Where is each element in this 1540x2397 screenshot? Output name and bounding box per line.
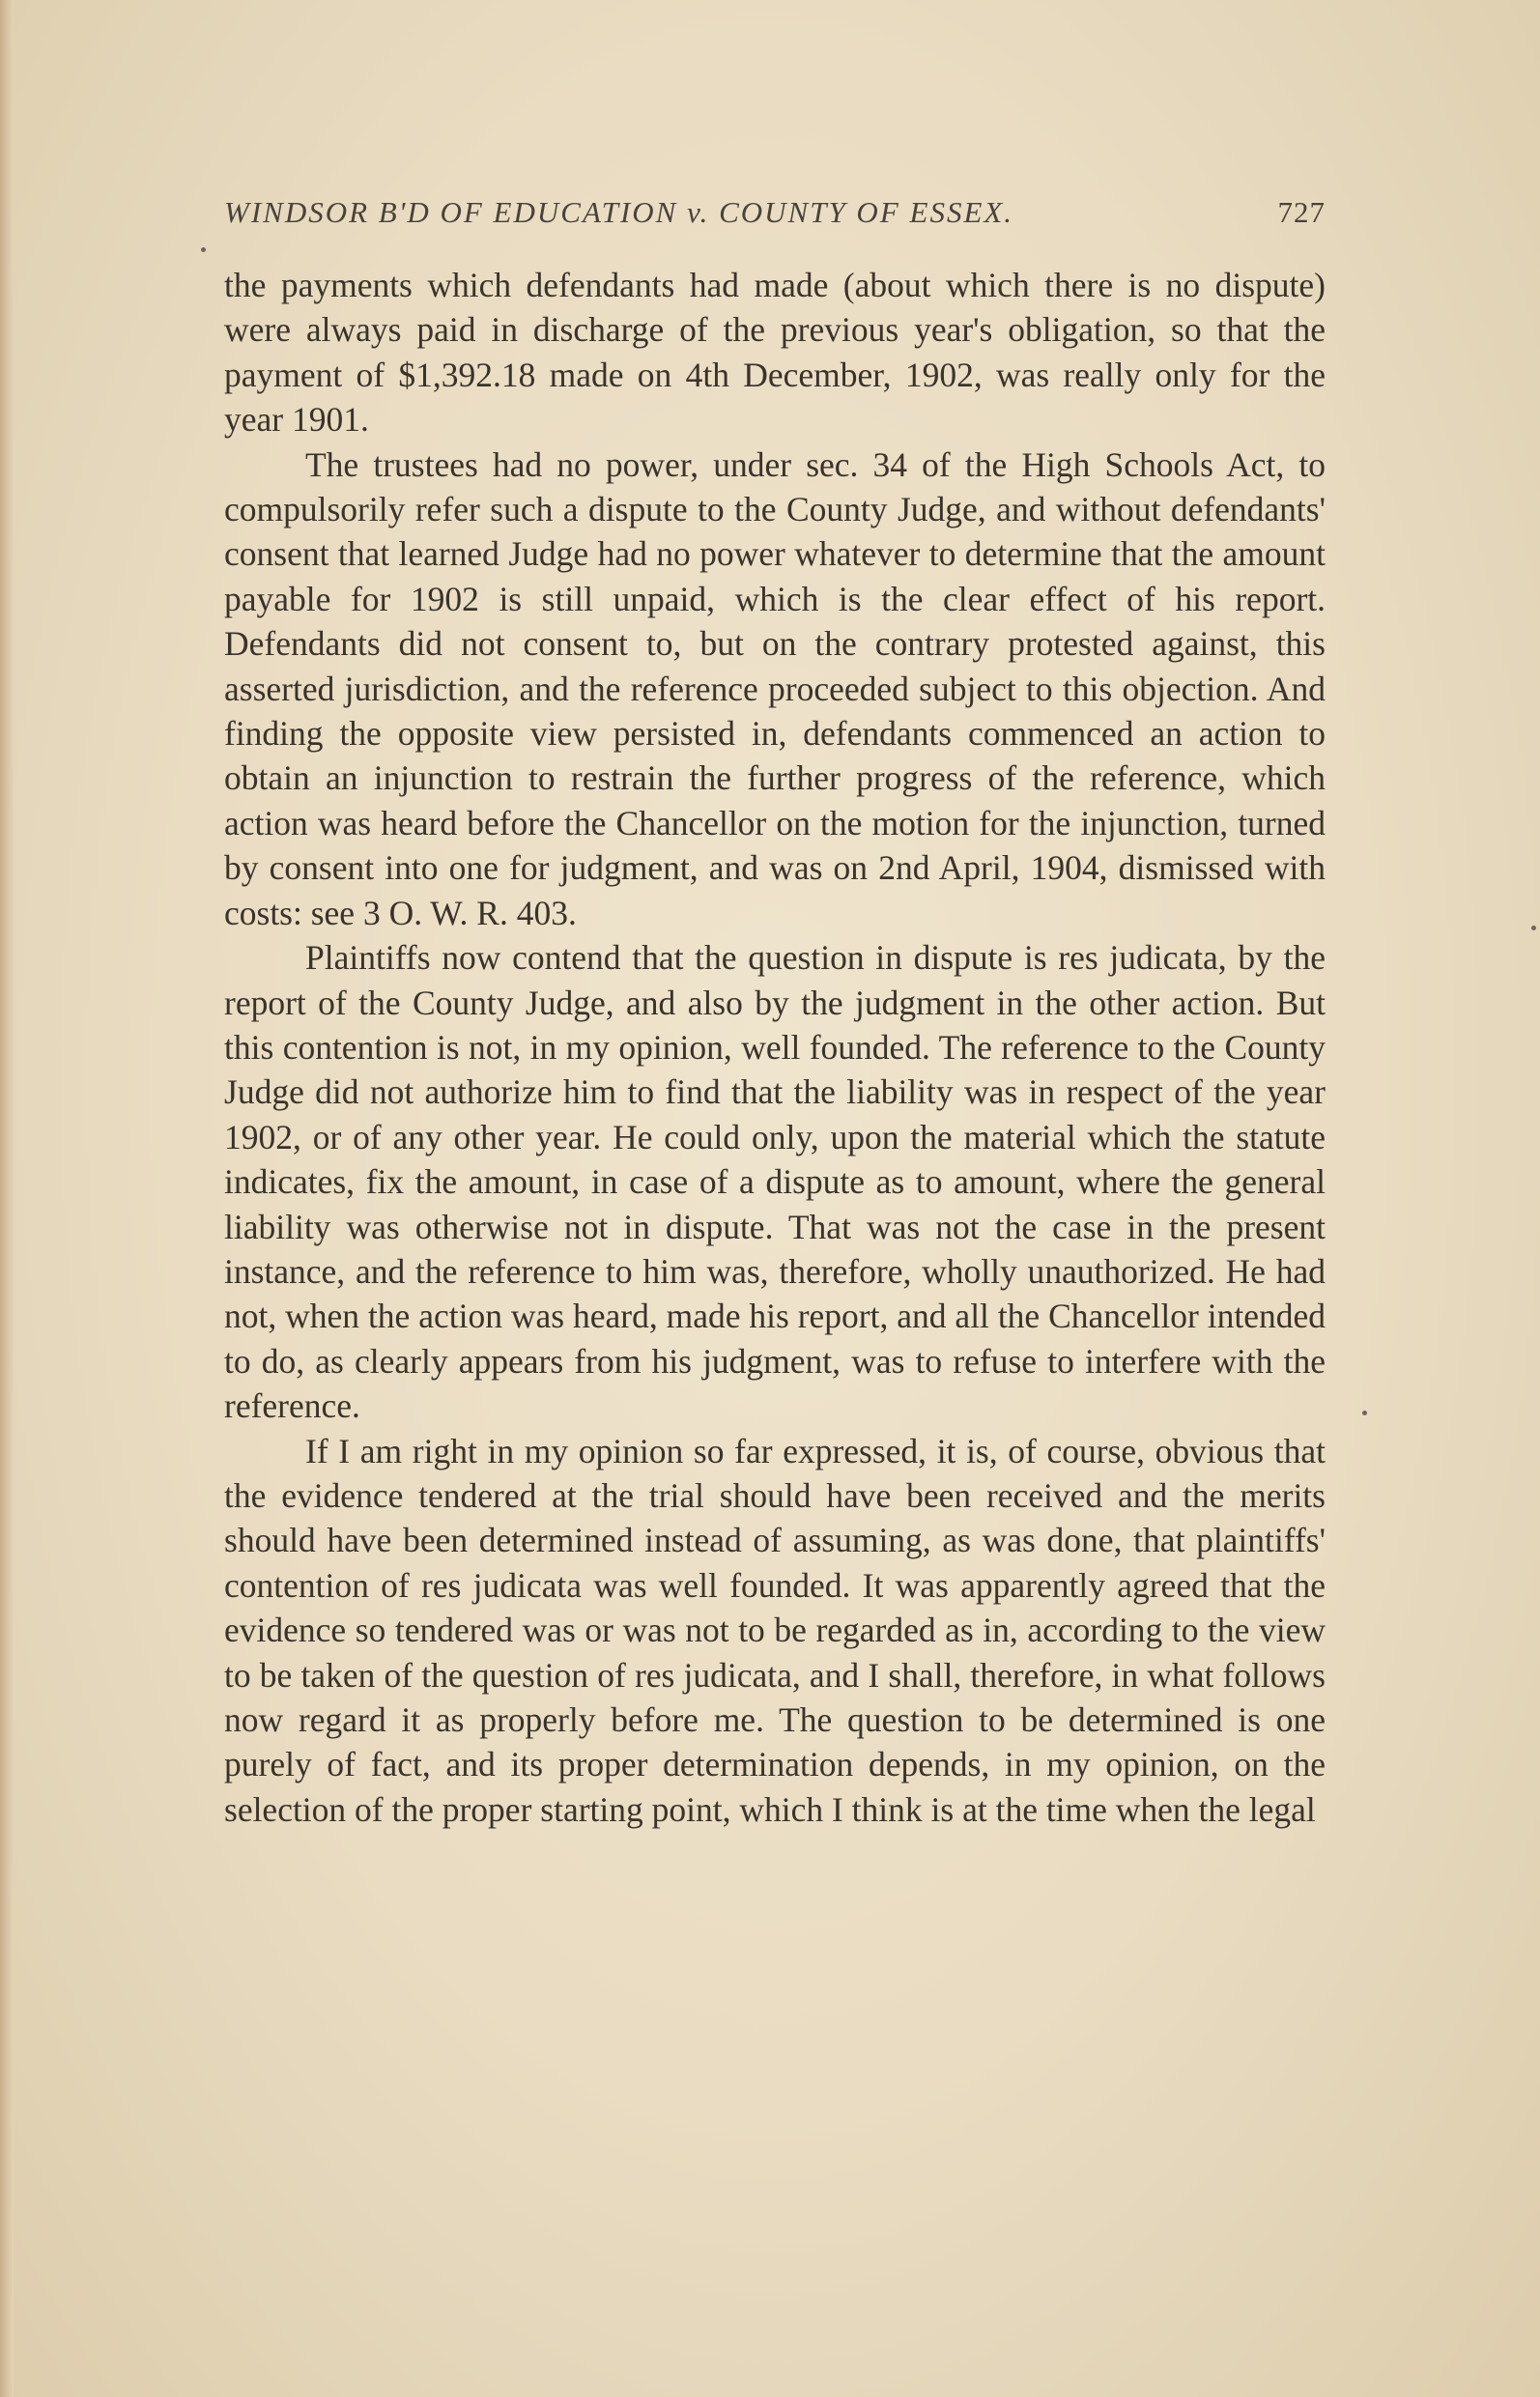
paragraph-evidence: If I am right in my opinion so far expressed, it is, of course, obvious that the evidence tendered at the trial should have been received and the merits should have been determined instead of assuming, as was done, that plaintiffs' contention of res judicata was well founded. It was apparently agreed that the evidence so tendered was or was not to be regarded as in, according to the view to be taken of the question of res judicata, and I shall, therefore, in what follows now regard it as properly before me. The question to be determined is one purely of fact, and its proper determination depends, in my opinion, on the selection of the proper starting point, which I think is at the time when the legal: [224, 1431, 1326, 1829]
ink-speck: [1362, 1411, 1367, 1415]
ink-speck: [1531, 926, 1536, 930]
running-head-title: WINDSOR B'D OF EDUCATION v. COUNTY OF ESSEX.: [224, 195, 1014, 229]
paragraph-trustees-power: The trustees had no power, under sec. 34 of the High Schools Act, to compulsorily refer such a dispute to the County Judge, and without defendants' consent that learned Judge had no power whatever to determine that the amount payable for 1902 is still unpaid, which is the clear effect of his report. Defendants did not consent to, but on the contrary protested against, this asserted jurisdiction, and the reference proceeded subject to this objection. And finding the opposite view persisted in, defendants commenced an action to obtain an injunction to restrain the further progress of the reference, which action was heard before the Chancellor on the motion for the injunction, turned by consent into one for judgment, and was on 2nd April, 1904, dismissed with costs: see 3 O. W. R. 403.: [224, 444, 1326, 932]
paragraph-res-judicata: Plaintiffs now contend that the question in dispute is res judicata, by the report of the County Judge, and also by the judgment in the other action. But this contention is not, in my opinion, well founded. The reference to the County Judge did not authorize him to find that the liability was in respect of the year 1902, or of any other year. He could only, upon the material which the statute indicates, fix the amount, in case of a dispute as to amount, where the general liability was otherwise not in dispute. That was not the case in the present instance, and the reference to him was, therefore, wholly unauthorized. He had not, when the action was heard, made his report, and all the Chancellor intended to do, as clearly appears from his judgment, was to refuse to interfere with the reference.: [224, 938, 1326, 1426]
page-binding-edge: [0, 0, 14, 2397]
ink-speck: [201, 247, 206, 252]
paragraph-continued: the payments which defendants had made (about which there is no dispute) were always paid in discharge of the previous year's obligation, so that the payment of $1,392.18 made on 4th December, 1902, was really only for the year 1901.: [224, 266, 1326, 440]
running-head: [224, 187, 1326, 236]
page-number: 727: [1277, 195, 1326, 229]
body-text: [224, 263, 1326, 1832]
